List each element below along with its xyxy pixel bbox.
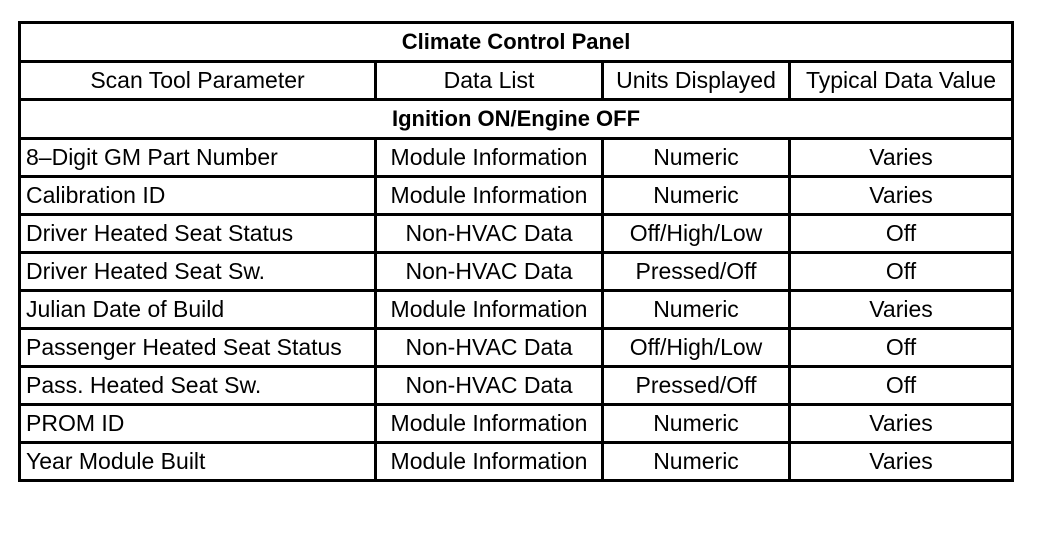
data-list-cell: Non-HVAC Data (376, 253, 603, 291)
table-row (20, 177, 1013, 215)
units-cell: Pressed/Off (603, 367, 790, 405)
parameter-cell: Year Module Built (20, 443, 376, 481)
parameter-cell: PROM ID (20, 405, 376, 443)
column-header-units: Units Displayed (603, 62, 790, 100)
table-title: Climate Control Panel (20, 23, 1013, 62)
units-cell: Numeric (603, 139, 790, 177)
table-row (20, 405, 1013, 443)
table-row (20, 215, 1013, 253)
typical-value-cell: Varies (790, 177, 1013, 215)
parameter-cell: 8–Digit GM Part Number (20, 139, 376, 177)
typical-value-cell: Off (790, 215, 1013, 253)
typical-value-cell: Varies (790, 443, 1013, 481)
table-title-row (20, 23, 1013, 62)
units-cell: Numeric (603, 291, 790, 329)
typical-value-cell: Off (790, 367, 1013, 405)
units-cell: Numeric (603, 177, 790, 215)
data-list-cell: Module Information (376, 405, 603, 443)
section-heading: Ignition ON/Engine OFF (20, 100, 1013, 139)
units-cell: Numeric (603, 405, 790, 443)
parameter-cell: Driver Heated Seat Sw. (20, 253, 376, 291)
typical-value-cell: Varies (790, 139, 1013, 177)
table-header-row (20, 62, 1013, 100)
data-list-cell: Module Information (376, 177, 603, 215)
data-list-cell: Module Information (376, 291, 603, 329)
table-row (20, 139, 1013, 177)
typical-value-cell: Off (790, 253, 1013, 291)
section-row (20, 100, 1013, 139)
column-header-data-list: Data List (376, 62, 603, 100)
units-cell: Numeric (603, 443, 790, 481)
units-cell: Off/High/Low (603, 329, 790, 367)
units-cell: Off/High/Low (603, 215, 790, 253)
table-row (20, 253, 1013, 291)
parameter-cell: Calibration ID (20, 177, 376, 215)
table-row (20, 367, 1013, 405)
parameter-cell: Pass. Heated Seat Sw. (20, 367, 376, 405)
parameter-cell: Driver Heated Seat Status (20, 215, 376, 253)
column-header-parameter: Scan Tool Parameter (20, 62, 376, 100)
data-list-cell: Non-HVAC Data (376, 329, 603, 367)
parameter-cell: Passenger Heated Seat Status (20, 329, 376, 367)
column-header-typical-value: Typical Data Value (790, 62, 1013, 100)
data-list-cell: Module Information (376, 139, 603, 177)
table-row (20, 291, 1013, 329)
table-row (20, 443, 1013, 481)
climate-control-table (18, 21, 1014, 482)
data-list-cell: Module Information (376, 443, 603, 481)
typical-value-cell: Varies (790, 405, 1013, 443)
parameter-cell: Julian Date of Build (20, 291, 376, 329)
table-row (20, 329, 1013, 367)
data-list-cell: Non-HVAC Data (376, 367, 603, 405)
typical-value-cell: Off (790, 329, 1013, 367)
units-cell: Pressed/Off (603, 253, 790, 291)
data-list-cell: Non-HVAC Data (376, 215, 603, 253)
typical-value-cell: Varies (790, 291, 1013, 329)
